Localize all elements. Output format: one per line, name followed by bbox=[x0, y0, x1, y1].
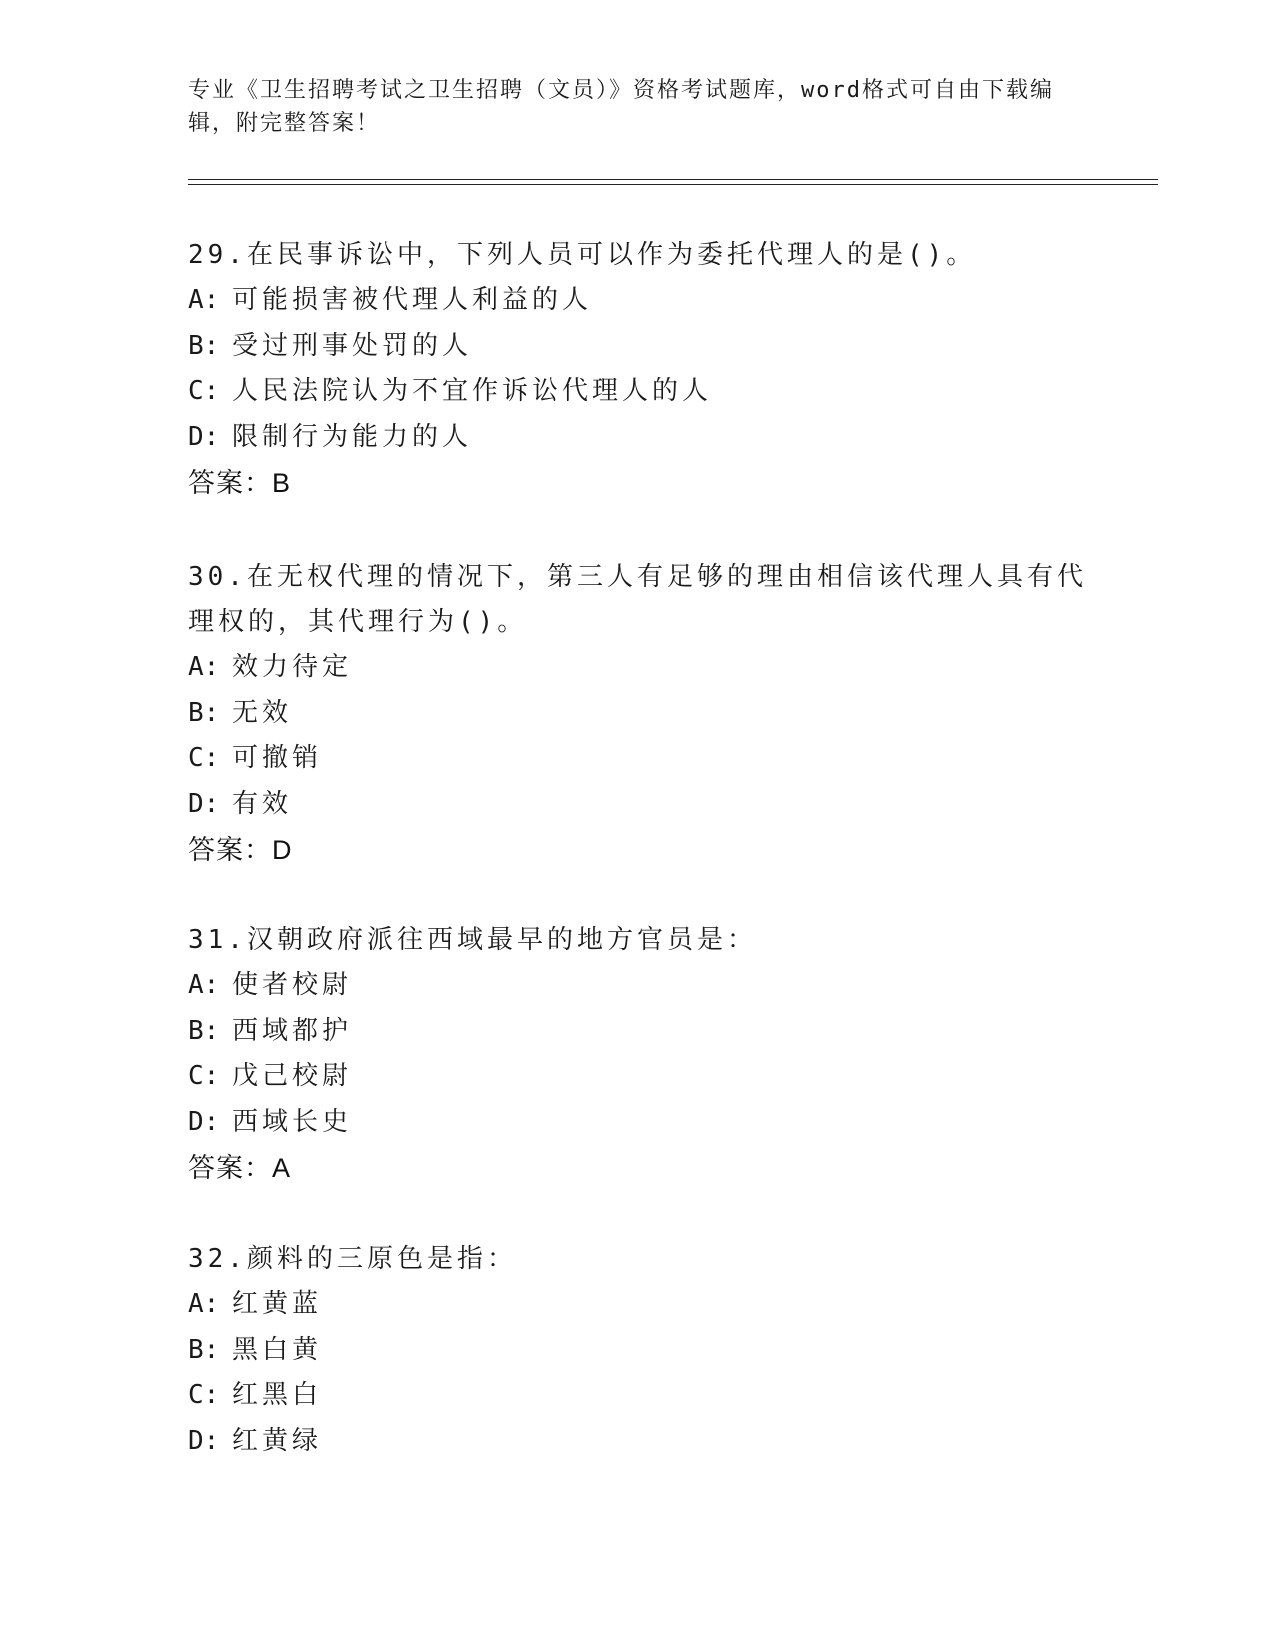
option-text: 西域都护 bbox=[232, 1015, 353, 1046]
option-text: 限制行为能力的人 bbox=[232, 421, 473, 452]
option-text: 效力待定 bbox=[232, 652, 353, 682]
header-divider-bottom bbox=[188, 184, 1158, 185]
option-letter: B: bbox=[188, 1015, 220, 1046]
option-text: 戊己校尉 bbox=[232, 1061, 353, 1091]
option-letter: B: bbox=[188, 330, 220, 361]
option-b bbox=[188, 1328, 1088, 1374]
option-letter: A: bbox=[188, 1289, 220, 1319]
option-c bbox=[188, 369, 1088, 415]
option-d bbox=[188, 1100, 1088, 1146]
option-letter: D: bbox=[188, 421, 220, 452]
question-text: 29.在民事诉讼中，下列人员可以作为委托代理人的是()。 bbox=[188, 240, 977, 270]
option-c bbox=[188, 736, 1088, 782]
option-letter: D: bbox=[188, 1425, 220, 1456]
option-text: 人民法院认为不宜作诉讼代理人的人 bbox=[232, 376, 713, 406]
option-letter: C: bbox=[188, 1061, 220, 1091]
answer-line: 答案：A bbox=[188, 1153, 292, 1183]
option-text: 红黄绿 bbox=[232, 1425, 323, 1456]
option-text: 可能损害被代理人利益的人 bbox=[232, 285, 593, 315]
option-text: 西域长史 bbox=[232, 1106, 353, 1137]
question-30 bbox=[188, 555, 1088, 873]
question-text: 30.在无权代理的情况下，第三人有足够的理由相信该代理人具有代理权的，其代理行为()。 bbox=[188, 562, 1087, 637]
option-text: 有效 bbox=[232, 788, 293, 819]
option-text: 可撤销 bbox=[232, 743, 323, 773]
question-text: 32.颜料的三原色是指： bbox=[188, 1244, 517, 1274]
option-letter: C: bbox=[188, 1380, 220, 1410]
option-text: 红黑白 bbox=[232, 1380, 323, 1410]
option-text: 受过刑事处罚的人 bbox=[232, 330, 473, 361]
option-letter: A: bbox=[188, 970, 220, 1000]
option-d bbox=[188, 415, 1088, 461]
option-c bbox=[188, 1054, 1088, 1100]
option-d bbox=[188, 1419, 1088, 1465]
option-letter: D: bbox=[188, 1106, 220, 1137]
option-letter: B: bbox=[188, 697, 220, 728]
option-letter: A: bbox=[188, 652, 220, 682]
option-a bbox=[188, 645, 1088, 691]
option-b bbox=[188, 324, 1088, 370]
option-b bbox=[188, 691, 1088, 737]
option-d bbox=[188, 782, 1088, 828]
option-a bbox=[188, 963, 1088, 1009]
option-letter: C: bbox=[188, 376, 220, 406]
question-29 bbox=[188, 233, 1088, 506]
option-text: 无效 bbox=[232, 697, 293, 728]
answer-line: 答案：B bbox=[188, 468, 292, 498]
option-letter: B: bbox=[188, 1334, 220, 1365]
option-text: 黑白黄 bbox=[232, 1334, 323, 1365]
option-letter: A: bbox=[188, 285, 220, 315]
header-divider-top bbox=[188, 179, 1158, 180]
question-31 bbox=[188, 918, 1088, 1191]
option-text: 使者校尉 bbox=[232, 970, 353, 1000]
option-letter: C: bbox=[188, 743, 220, 773]
option-text: 红黄蓝 bbox=[232, 1289, 323, 1319]
option-a bbox=[188, 278, 1088, 324]
document-intro: 专业《卫生招聘考试之卫生招聘（文员）》资格考试题库，word格式可自由下载编辑，附完整答案！ bbox=[188, 78, 1054, 136]
question-text: 31.汉朝政府派往西域最早的地方官员是： bbox=[188, 925, 757, 955]
question-32 bbox=[188, 1237, 1088, 1464]
answer-line: 答案：D bbox=[188, 835, 293, 865]
option-c bbox=[188, 1373, 1088, 1419]
option-letter: D: bbox=[188, 788, 220, 819]
option-b bbox=[188, 1009, 1088, 1055]
option-a bbox=[188, 1282, 1088, 1328]
